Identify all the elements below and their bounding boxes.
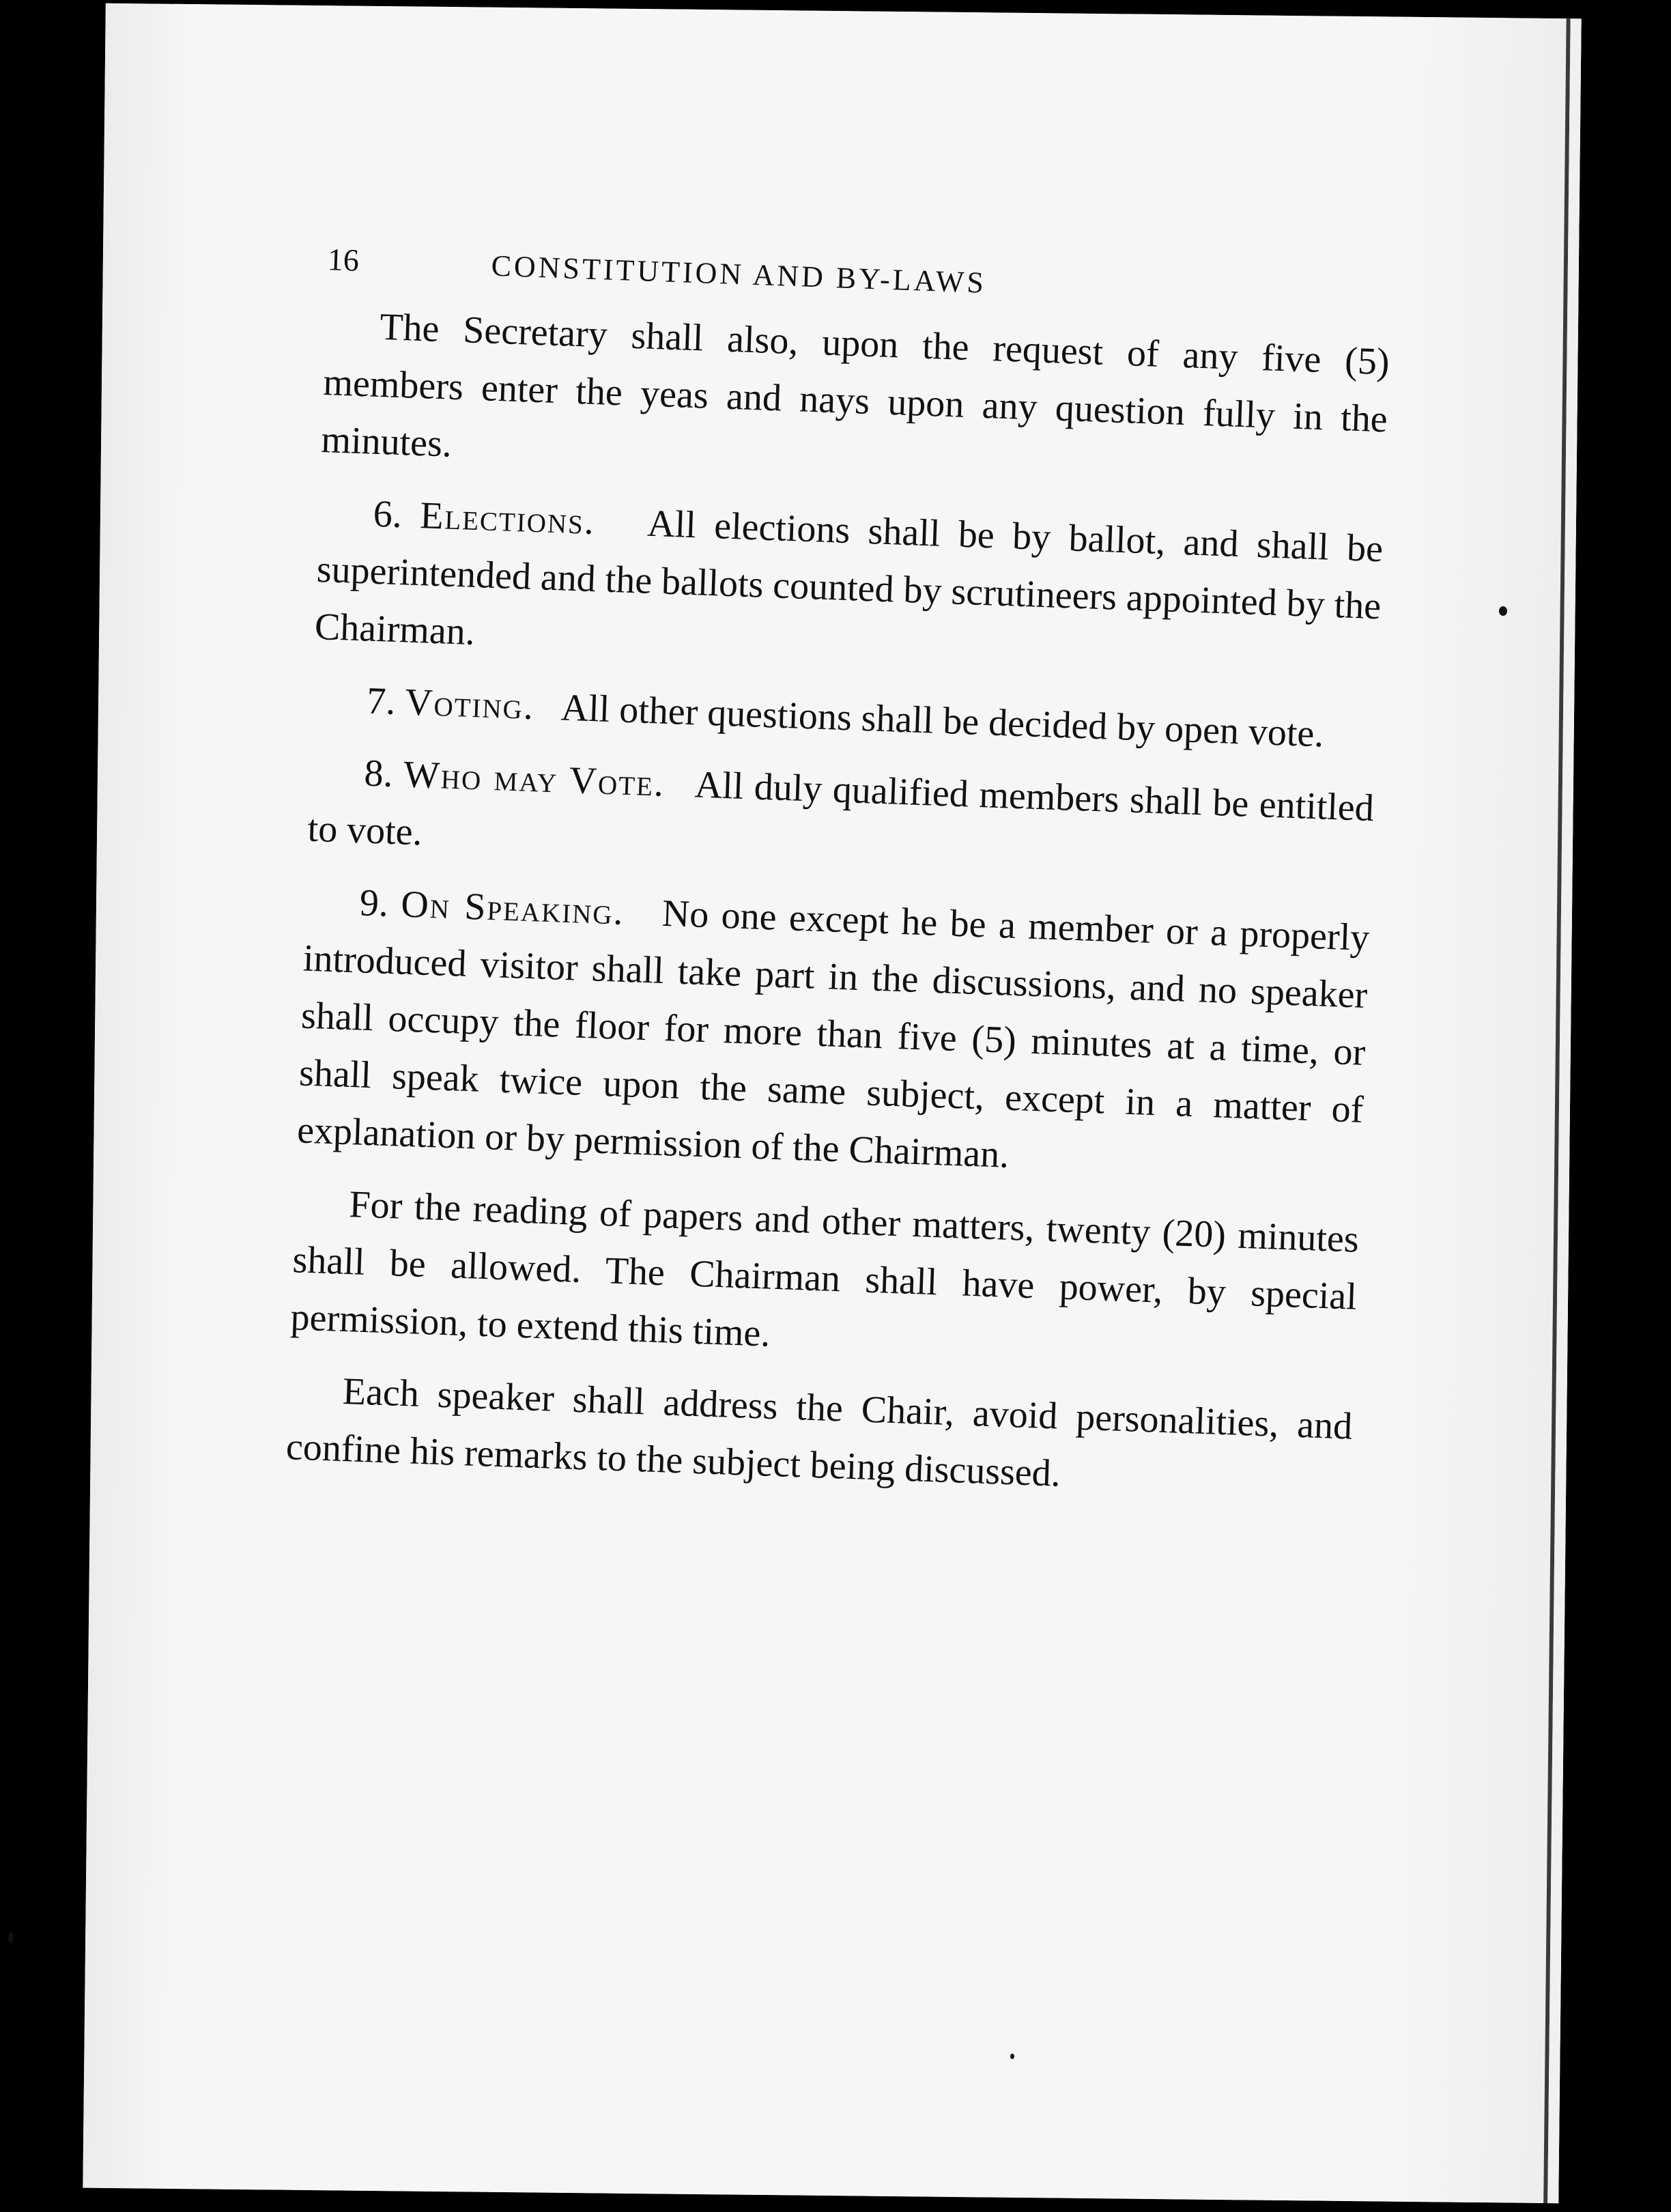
scan-speck bbox=[1010, 2054, 1014, 2059]
paragraph-text: Each speaker shall address the Chair, avoid personalities, and confine his remarks to the subject being discussed. bbox=[285, 1370, 1354, 1495]
scan-speck bbox=[8, 1932, 14, 1943]
paragraph-elections bbox=[314, 483, 1384, 692]
paragraph-secretary bbox=[320, 296, 1390, 505]
paragraph-text: For the reading of papers and other matters, twenty (20) minutes shall be allowed. The Chairman shall have power, by special permission, to extend this time. bbox=[289, 1183, 1360, 1355]
page-number: 16 bbox=[327, 242, 360, 278]
paragraph-text: All other questions shall be decided by open vote. bbox=[560, 686, 1325, 756]
section-heading: Who may Vote. bbox=[403, 753, 666, 805]
section-heading: Voting. bbox=[404, 681, 536, 728]
paragraph-text: The Secretary shall also, upon the request of any five (5) members enter the yeas and nays upon any question fully in the minutes. bbox=[320, 305, 1390, 466]
section-number: 8. bbox=[363, 752, 394, 795]
paragraph-text: All elections shall be by ballot, and shall be superintended and the ballots counted by scrutineers appointed by the Chairman. bbox=[314, 502, 1384, 654]
section-heading: On Speaking. bbox=[400, 883, 625, 933]
paragraph-each-speaker bbox=[285, 1361, 1354, 1512]
section-number: 9. bbox=[358, 881, 390, 925]
section-heading: Elections. bbox=[419, 494, 597, 543]
book-page bbox=[83, 3, 1581, 2203]
running-title: CONSTITUTION AND BY-LAWS bbox=[490, 249, 987, 300]
paragraph-text: No one except he be a member or a properly introduced visitor shall take part in the discussions, and no speaker shall occupy the floor for more than five (5) minutes at a time, or shall speak twice upon the same subject, except in a matter of explanation or by permission of the Chairman. bbox=[296, 892, 1371, 1176]
section-number: 6. bbox=[372, 492, 403, 537]
paragraph-who-may-vote bbox=[306, 743, 1375, 894]
scan-speck bbox=[1499, 606, 1507, 616]
paragraph-on-speaking bbox=[296, 873, 1371, 1196]
page-text bbox=[285, 231, 1392, 1527]
section-number: 7. bbox=[366, 679, 397, 724]
paragraph-reading-of-papers bbox=[289, 1174, 1360, 1382]
paragraph-text: All duly qualified members shall be entitled to vote. bbox=[306, 763, 1375, 854]
